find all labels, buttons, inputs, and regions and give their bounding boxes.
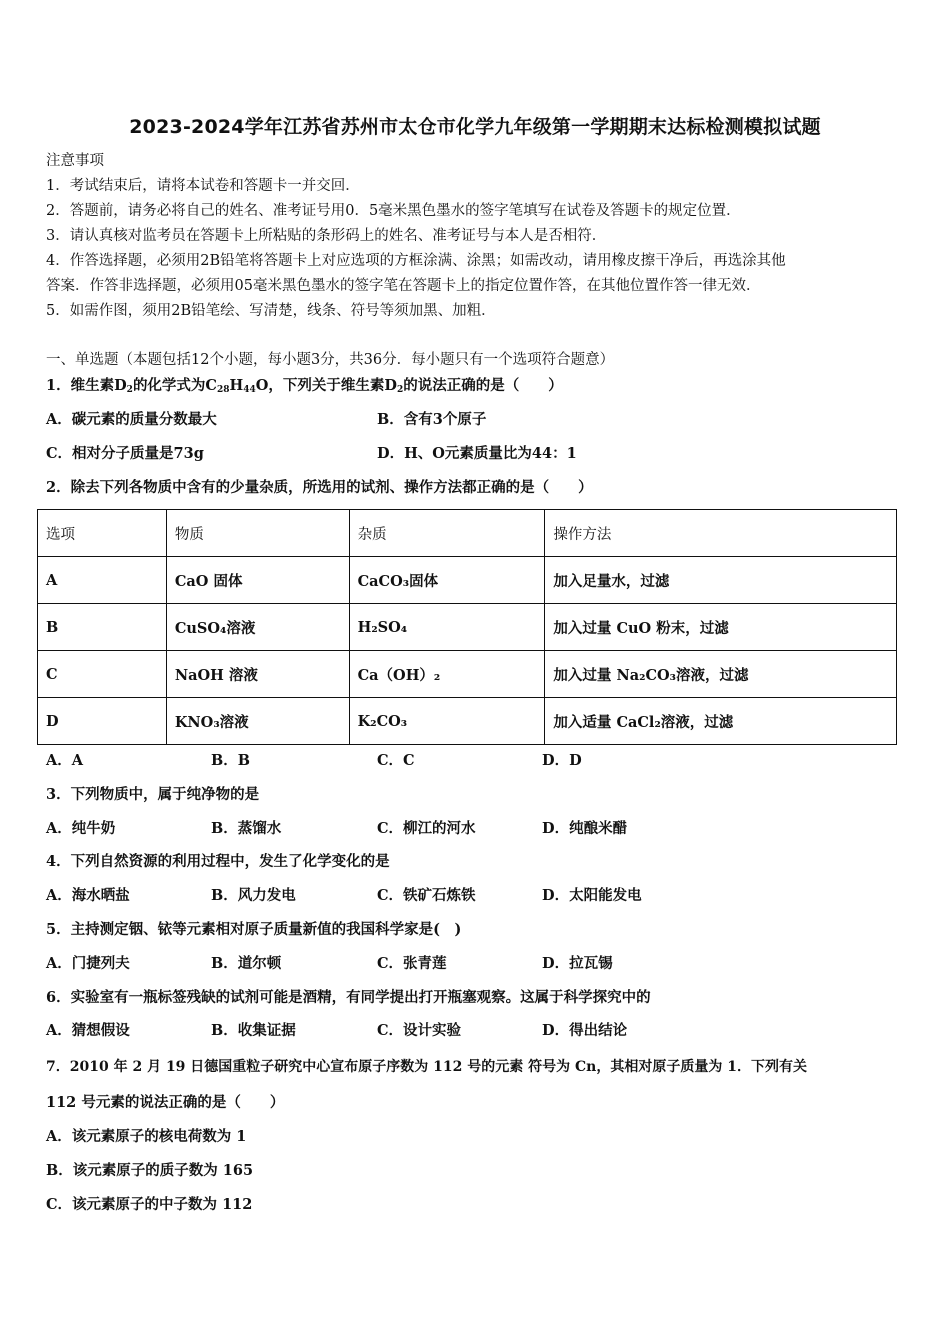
table-cell: C — [38, 651, 167, 698]
q1-option-b: B．含有3个原子 — [377, 411, 487, 428]
q1-option-a: A．碳元素的质量分数最大 — [46, 411, 217, 428]
q5-option-c: C．张青莲 — [377, 955, 447, 972]
q1-option-d: D．H、O元素质量比为44：1 — [377, 445, 577, 462]
q2-option-b: B．B — [211, 752, 251, 769]
question-7-stem-cont: 112 号元素的说法正确的是（ ） — [46, 1094, 285, 1111]
q2-option-c: C．C — [377, 752, 415, 769]
table-header-cell: 杂质 — [349, 510, 545, 557]
q4-option-a: A．海水晒盐 — [46, 887, 130, 904]
question-1-stem: 1．维生素$D_2$的化学式为$C_{28}H_{44}O$，下列关于维生素$D_2$的说法正确的是（ ） — [46, 377, 563, 395]
table-header-cell: 选项 — [38, 510, 167, 557]
q3-option-b: B．蒸馏水 — [211, 820, 282, 837]
question-6-stem: 6．实验室有一瓶标签残缺的试剂可能是酒精，有同学提出打开瓶塞观察。这属于科学探究中的 — [46, 989, 651, 1006]
notice-item: 4．作答选择题，必须用2B铅笔将答题卡上对应选项的方框涂满、涂黑；如需改动，请用橡皮擦干净后，再选涂其他 — [46, 253, 786, 269]
table-row — [38, 604, 897, 651]
table-row — [38, 651, 897, 698]
q6-option-c: C．设计实验 — [377, 1022, 462, 1039]
table-cell: KNO₃溶液 — [166, 698, 349, 745]
q7-option-c: C．该元素原子的中子数为 112 — [46, 1196, 253, 1213]
table-cell: B — [38, 604, 167, 651]
table-cell: CaO 固体 — [166, 557, 349, 604]
notice-item: 1．考试结束后，请将本试卷和答题卡一并交回． — [46, 178, 360, 194]
table-cell: 加入过量 Na₂CO₃溶液，过滤 — [545, 651, 897, 698]
table-cell: 加入足量水，过滤 — [545, 557, 897, 604]
section-heading: 一、单选题（本题包括12个小题，每小题3分，共36分．每小题只有一个选项符合题意） — [46, 352, 615, 368]
table-cell: NaOH 溶液 — [166, 651, 349, 698]
table-header-cell: 操作方法 — [545, 510, 897, 557]
q4-option-d: D．太阳能发电 — [542, 887, 642, 904]
table-header-cell: 物质 — [166, 510, 349, 557]
q4-option-c: C．铁矿石炼铁 — [377, 887, 476, 904]
table-cell: 加入过量 CuO 粉末，过滤 — [545, 604, 897, 651]
question-3-stem: 3．下列物质中，属于纯净物的是 — [46, 786, 260, 803]
q7-option-b: B．该元素原子的质子数为 165 — [46, 1162, 254, 1179]
q6-option-d: D．得出结论 — [542, 1022, 628, 1039]
notice-item: 3．请认真核对监考员在答题卡上所粘贴的条形码上的姓名、准考证号与本人是否相符． — [46, 228, 607, 244]
q3-option-d: D．纯酿米醋 — [542, 820, 628, 837]
table-cell: CuSO₄溶液 — [166, 604, 349, 651]
notice-heading: 注意事项 — [46, 153, 104, 169]
q7-option-a: A．该元素原子的核电荷数为 1 — [46, 1128, 247, 1145]
table-cell: Ca（OH）₂ — [349, 651, 545, 698]
table-cell: K₂CO₃ — [349, 698, 545, 745]
table-cell: D — [38, 698, 167, 745]
q2-table — [37, 509, 897, 745]
notice-item: 2．答题前，请务必将自己的姓名、准考证号用0．5毫米黑色墨水的签字笔填写在试卷及答题卡的规定位置． — [46, 203, 741, 219]
q6-option-a: A．猜想假设 — [46, 1022, 130, 1039]
q5-option-a: A．门捷列夫 — [46, 955, 130, 972]
table-cell: 加入适量 CaCl₂溶液，过滤 — [545, 698, 897, 745]
question-5-stem: 5．主持测定铟、铱等元素相对原子质量新值的我国科学家是( ) — [46, 921, 462, 938]
q5-option-b: B．道尔顿 — [211, 955, 282, 972]
table-row — [38, 698, 897, 745]
question-7-stem: 7．2010 年 2 月 19 日德国重粒子研究中心宣布原子序数为 112 号的元素 符号为 Cn，其相对原子质量为 1．下列有关 — [46, 1059, 807, 1075]
table-cell: H₂SO₄ — [349, 604, 545, 651]
q5-option-d: D．拉瓦锡 — [542, 955, 613, 972]
notice-item: 答案．作答非选择题，必须用05毫米黑色墨水的签字笔在答题卡上的指定位置作答，在其他位置作答一律无效． — [46, 278, 761, 294]
table-cell: A — [38, 557, 167, 604]
table-row — [38, 557, 897, 604]
question-2-stem: 2．除去下列各物质中含有的少量杂质，所选用的试剂、操作方法都正确的是（ ） — [46, 479, 593, 496]
page-title: 2023-2024学年江苏省苏州市太仓市化学九年级第一学期期末达标检测模拟试题 — [129, 116, 821, 138]
q3-option-a: A．纯牛奶 — [46, 820, 116, 837]
q1-option-c: C．相对分子质量是73g — [46, 445, 204, 462]
q6-option-b: B．收集证据 — [211, 1022, 296, 1039]
q2-option-a: A．A — [46, 752, 84, 769]
q2-option-d: D．D — [542, 752, 582, 769]
table-header-row — [38, 510, 897, 557]
q4-option-b: B．风力发电 — [211, 887, 296, 904]
notice-item: 5．如需作图，须用2B铅笔绘、写清楚，线条、符号等须加黑、加粗． — [46, 303, 496, 319]
table-cell: CaCO₃固体 — [349, 557, 545, 604]
question-4-stem: 4．下列自然资源的利用过程中，发生了化学变化的是 — [46, 853, 390, 870]
q3-option-c: C．柳江的河水 — [377, 820, 476, 837]
